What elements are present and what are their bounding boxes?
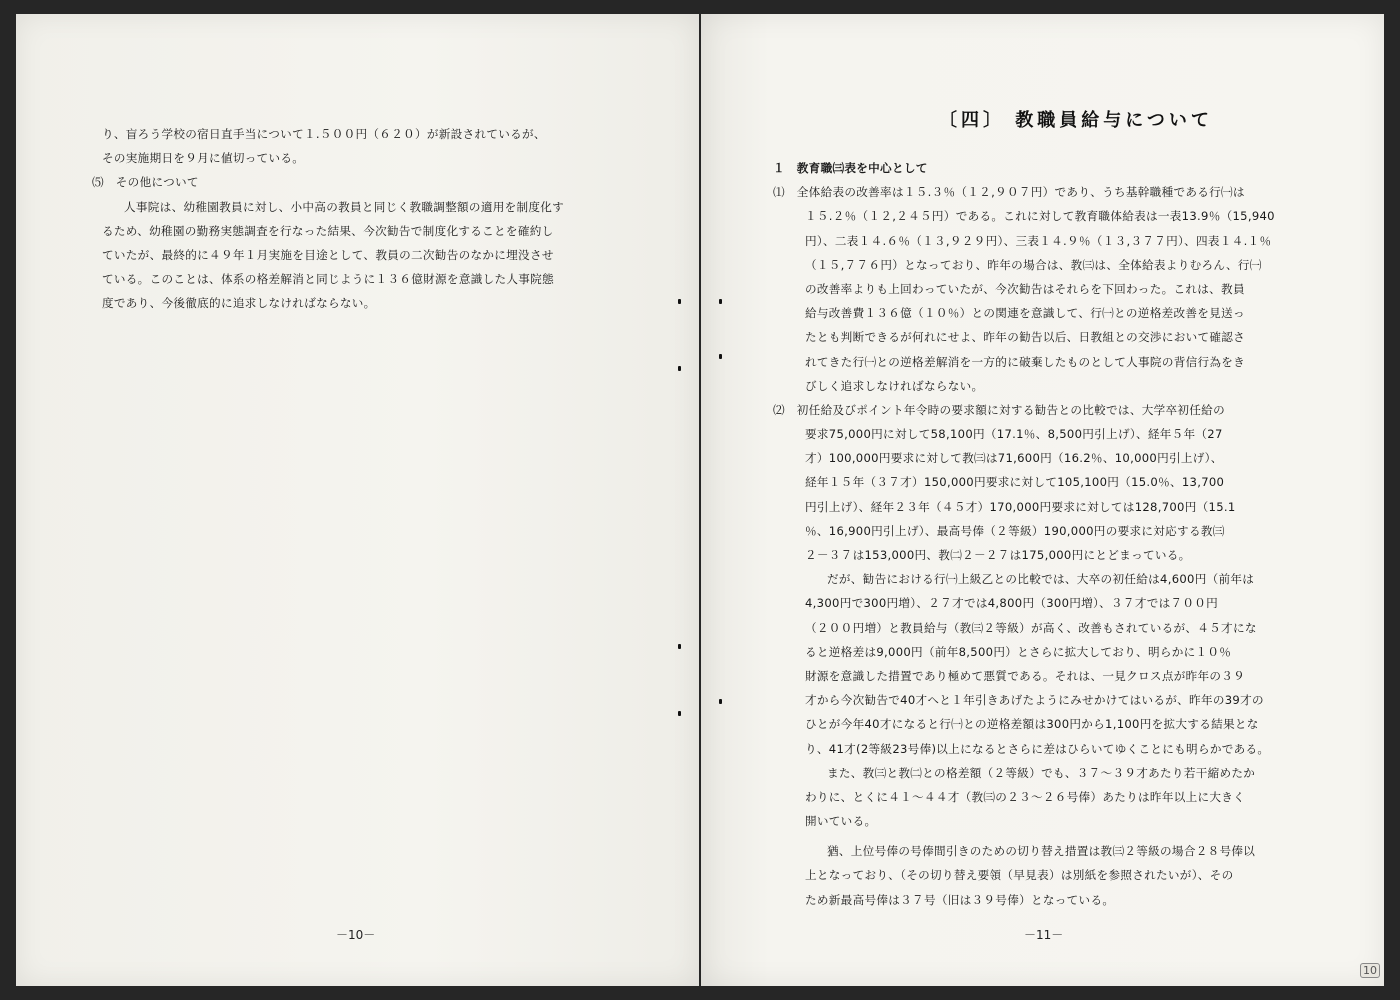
text-line: 給与改善費１３６億（１０％）との関連を意識して、行㈠との逆格差改善を見送っ [805, 306, 1245, 321]
text-line: れてきた行㈠との逆格差解消を一方的に破棄したものとして人事院の背信行為をき [805, 354, 1246, 369]
text-line: 上となっており、（その切り替え要領（早見表）は別紙を参照されたいが）、その [805, 868, 1234, 883]
text-line: ている。このことは、体系の格差解消と同じように１３６億財源を意識した人事院態 [102, 272, 554, 287]
text-line: （２００円増）と教員給与（教㈢２等級）が高く、改善もされているが、４５才にな [805, 620, 1257, 635]
binding-hole [719, 354, 722, 359]
text-line: （１５,７７６円）となっており、昨年の場合は、教㈢は、全体給表よりむろん、行㈠ [805, 257, 1262, 272]
binding-hole [678, 366, 681, 371]
text-line: ると逆格差は9,000円（前年8,500円）とさらに拡大しており、明らかに１０％ [805, 644, 1232, 659]
text-line: ２－３７は153,000円、教㈡２－２７は175,000円にとどまっている。 [805, 548, 1191, 562]
text-line: ひとが今年40才になると行㈠との逆格差額は300円から1,100円を拡大する結果とな [805, 717, 1259, 732]
text-line: ％、16,900円引上げ）、最高号俸（２等級）190,000円の要求に対応する教㈢ [805, 523, 1225, 538]
binding-hole [719, 699, 722, 704]
binding-hole [678, 644, 681, 649]
right-page-text [773, 156, 1343, 912]
text-line: の改善率よりも上回わっていたが、今次勧告はそれらを下回わった。これは、教員 [805, 281, 1245, 296]
text-line: ⑵ 初任給及びポイント年令時の要求額に対する勧告との比較では、大学卒初任給の [773, 402, 1225, 417]
text-line: ⑴ 全体給表の改善率は１５.３％（１２,９０７円）であり、うち基幹職種である行㈠は [773, 185, 1245, 200]
text-line: わりに、とくに４１～４４才（教㈢の２３～２６号俸）あたりは昨年以上に大きく [805, 789, 1246, 804]
left-page [16, 14, 699, 986]
text-line: また、教㈢と教㈡との格差額（２等級）でも、３７～３９才あたり若干縮めたか [827, 765, 1256, 780]
archive-stamp: 10 [1360, 963, 1380, 978]
binding-hole [719, 299, 722, 304]
text-line: その実施期日を９月に値切っている。 [102, 151, 305, 166]
text-line: 4,300円で300円増）、２７才では4,800円（300円増）、３７才では７００円 [805, 596, 1219, 611]
text-line: びしく追求しなければならない。 [805, 378, 984, 393]
text-line: 度であり、今後徹底的に追求しなければならない。 [102, 296, 376, 311]
left-page-text [92, 122, 662, 316]
text-line: ていたが、最終的に４９年１月実施を目途として、教員の二次勧告のなかに埋没させ [102, 247, 554, 262]
binding-hole [678, 711, 681, 716]
text-line: だが、勧告における行㈠上級乙との比較では、大卒の初任給は4,600円（前年は [827, 572, 1255, 587]
text-line: たとも判断できるが何れにせよ、昨年の勧告以后、日教組との交渉において確認さ [805, 330, 1246, 345]
text-line: １５.２％（１２,２４５円）である。これに対して教育職体給表は一表13.9％（15,940 [805, 209, 1275, 224]
section-heading: ⑸ その他について [92, 175, 199, 190]
section-heading: １ 教育職㈢表を中心として [773, 161, 928, 175]
right-page [701, 14, 1384, 986]
page-number: －10－ [336, 928, 376, 942]
text-line: り、盲ろう学校の宿日直手当について１.５００円（６２０）が新設されているが、 [102, 127, 546, 141]
text-line: 経年１５年（３７才）150,000円要求に対して105,100円（15.0％、13,700 [805, 475, 1225, 490]
text-line: 円引上げ）、経年２３年（４５才）170,000円要求に対しては128,700円（15.1 [805, 499, 1236, 514]
text-line: 猶、上位号俸の号俸間引きのための切り替え措置は教㈢２等級の場合２８号俸以 [827, 844, 1256, 859]
text-line: ため新最高号俸は３７号（旧は３９号俸）となっている。 [805, 892, 1115, 907]
text-line: 才から今次勧告で40才へと１年引きあげたようにみせかけてはいるが、昨年の39才の [805, 693, 1264, 708]
page-heading: 〔四〕 教職員給与について [939, 110, 1213, 131]
text-line: るため、幼稚園の勤務実態調査を行なった結果、今次勧告で制度化することを確約し [102, 223, 554, 238]
text-line: 円）、二表１４.６％（１３,９２９円）、三表１４.９％（１３,３７７円）、四表１４.１％ [805, 233, 1272, 248]
text-line: 才）100,000円要求に対して教㈢は71,600円（16.2％、10,000円引上げ）、 [805, 451, 1223, 466]
binding-hole [678, 299, 681, 304]
text-line: 人事院は、幼稚園教員に対し、小中高の教員と同じく教職調整額の適用を制度化す [124, 199, 565, 214]
text-line: り、41才(2等級23号俸)以上になるとさらに差はひらいてゆくことにも明らかである。 [805, 741, 1270, 756]
text-line: 財源を意識した措置であり極めて悪質である。それは、一見クロス点が昨年の３９ [805, 668, 1246, 683]
page-number: －11－ [1024, 928, 1064, 942]
text-line: 開いている。 [805, 814, 877, 829]
text-line: 要求75,000円に対して58,100円（17.1％、8,500円引上げ）、経年５年（27 [805, 427, 1223, 442]
